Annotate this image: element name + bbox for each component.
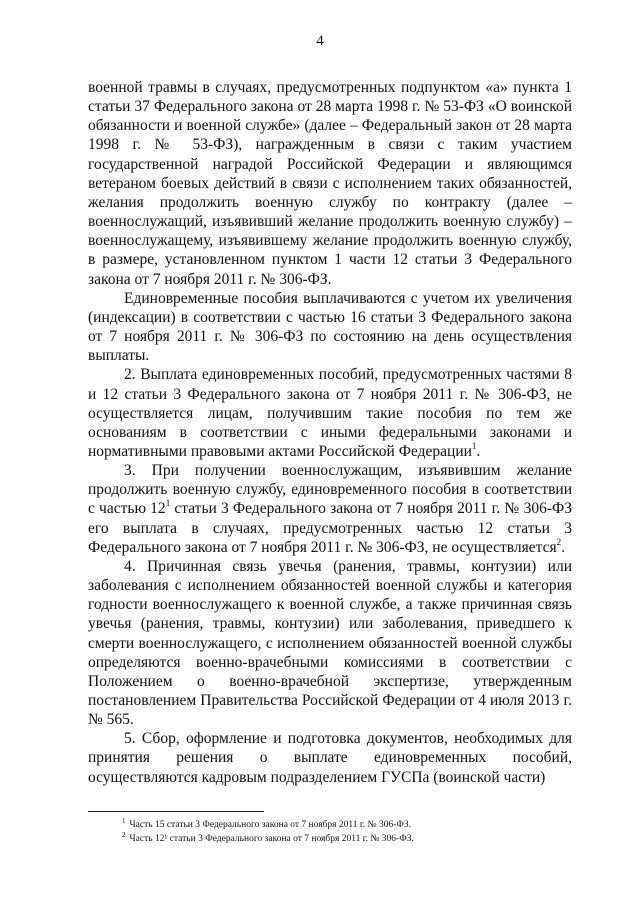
paragraph-text: 4. Причинная связь увечья (ранения, травмы, контузии) или заболевания с исполнением обязанностей военной службы и категория годности военнослужащего к военной службе, а также причинная связь увечья (ранения, травмы, контузии) или заболевания, приведшего к смерти военнослужащего, с исполнением обязанностей военной службы определяются военно-врачебными комиссиями в соответствии с Положением о военно-врачебной экспертизе, утвержденным постановлением Правительства Российской Федерации от 4 июля 2013 г. № 565. — [88, 557, 572, 729]
paragraph-text: статьи 3 Федерального закона от 7 ноября 2011 г. № 306-ФЗ его выплата в случаях, предусмотренных частью 12 статьи 3 Федерального закона от 7 ноября 2011 г. № 306-ФЗ, не осуществляется — [88, 500, 572, 556]
paragraph-text: . — [561, 538, 565, 556]
footnote-mark: 2 — [122, 830, 126, 839]
paragraph — [88, 461, 572, 557]
paragraph-text: 3. При получении военнослужащим, изъявившим желание продолжить военную службу, единовременного пособия в соответствии с частью 12 — [88, 462, 572, 518]
paragraph — [88, 557, 572, 729]
paragraph — [88, 729, 572, 786]
footnote-mark: 1 — [122, 816, 126, 825]
paragraph-text: 2. Выплата единовременных пособий, предусмотренных частями 8 и 12 статьи 3 Федерального закона от 7 ноября 2011 г. № 306-ФЗ, не осуществляется лицам, получившим такие пособия по тем же основаниям в соответствии с иными федеральными законами и нормативными правовыми актами Российской Федерации — [88, 366, 572, 460]
footnote-divider — [88, 811, 264, 812]
body-text — [88, 78, 572, 787]
footnote — [122, 818, 562, 832]
footnote-ref: 2 — [556, 536, 562, 547]
footnote-ref: 1 — [471, 440, 477, 451]
paragraph — [88, 365, 572, 461]
paragraph-text: 5. Сбор, оформление и подготовка документов, необходимых для принятия решения о выплате единовременных пособий, осуществляются кадровым подразделением ГУСПа (воинской части) — [88, 730, 572, 786]
footnote-ref: 1 — [165, 498, 171, 509]
page-number: 4 — [316, 33, 324, 49]
footnote-text: Часть 15 статьи 3 Федерального закона от 7 ноября 2011 г. № 306-ФЗ. — [129, 820, 411, 830]
footnotes — [122, 818, 562, 846]
paragraph — [88, 289, 572, 366]
paragraph — [88, 78, 572, 289]
footnote-text: Часть 12¹ статьи 3 Федерального закона от 7 ноября 2011 г. № 306-ФЗ. — [129, 834, 414, 844]
paragraph-text: военной травмы в случаях, предусмотренных подпунктом «а» пункта 1 статьи 37 Федерального закона от 28 марта 1998 г. № 53-ФЗ «О воинской обязанности и военной службе» (далее – Федеральный закон от 28 марта 1998 г. № 53-ФЗ), награжденным в связи с таким участием государственной наградой Российской Федерации и являющимся ветераном боевых действий в связи с исполнением таких обязанностей, желания продолжить военную службу по контракту (далее – военнослужащий, изъявивший желание продолжить военную службу) – военнослужащему, изъявившему желание продолжить военную службу, в размере, установленном пунктом 1 части 12 статьи 3 Федерального закона от 7 ноября 2011 г. № 306-ФЗ. — [88, 79, 572, 288]
footnote — [122, 832, 562, 846]
paragraph-text: . — [476, 442, 481, 460]
paragraph-text: Единовременные пособия выплачиваются с учетом их увеличения (индексации) в соответствии с частью 16 статьи 3 Федерального закона от 7 ноября 2011 г. № 306-ФЗ по состоянию на день осуществления выплаты. — [88, 289, 572, 365]
